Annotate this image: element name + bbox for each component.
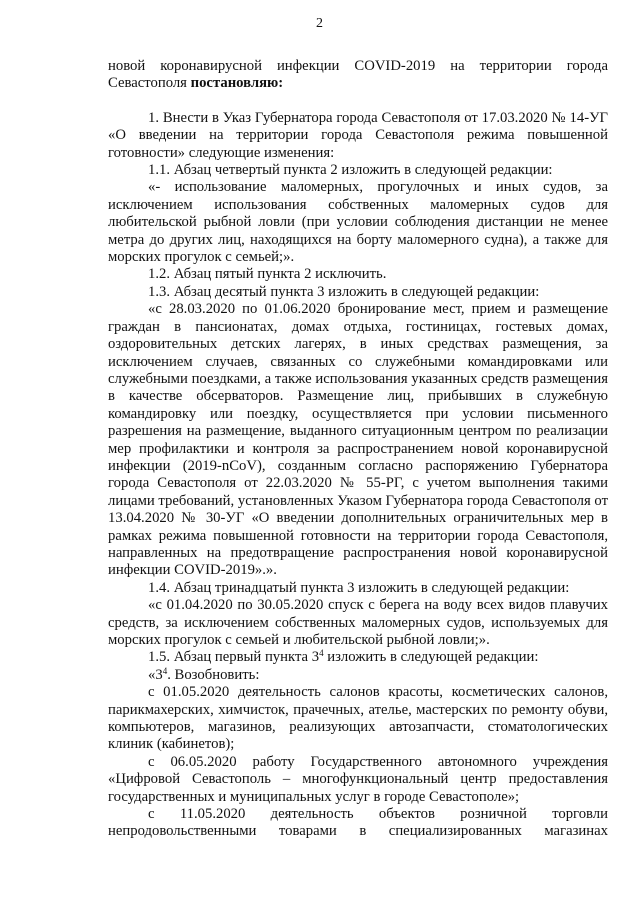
resume-item-beauty-salons: с 01.05.2020 деятельность салонов красоты, косметических салонов, парикмахерских, химчисток, прачечных, ателье, мастерских по ремонту обуви, компьютеров, магазинов, реализующих автозапчасти, стоматологических клиник (кабинетов); (108, 684, 608, 753)
intro-emphasis: постановляю: (190, 75, 284, 92)
paragraph-item-1-5 (108, 649, 608, 666)
paragraph-item-1: 1. Внести в Указ Губернатора города Севастополя от 17.03.2020 № 14-УГ «О введении на территории города Севастополя режима повышенной готовности» следующие изменения: (108, 109, 608, 161)
quote-start-superscript: 4 (162, 665, 168, 676)
quote-start-after: . Возобновить: (167, 666, 260, 683)
intro-paragraph (108, 58, 608, 93)
para-1-5-before: 1.5. Абзац первый пункта 3 (148, 649, 320, 666)
paragraph-item-1-1: 1.1. Абзац четвертый пункта 2 изложить в следующей редакции: (148, 162, 553, 179)
paragraph-item-1-3-quote: «с 28.03.2020 по 01.06.2020 бронирование мест, прием и размещение граждан в пансионатах, домах отдыха, гостиницах, гостевых домах, оздоровительных детских лагерях, в иных средствах размещения, за исключением случаев, связанных со служебными командировками или служебными поездками, а также использования указанных средств размещения в качестве обсерваторов. Размещение лиц, прибывших в служебную командировку или поездку, осуществляется при условии письменного разрешения на размещение, выданного ситуационным центром по реализации мер профилактики и контроля за распространением новой коронавирусной инфекции (2019-nCoV), созданным согласно распоряжению Губернатора города Севастополя от 22.03.2020 № 55-РГ, с учетом выполнения такими лицами требований, установленных Указом Губернатора города Севастополя от 13.04.2020 № 30-УГ «О введении дополнительных ограничительных мер в рамках режима повышенной готовности на территории города Севастополя, направленных на предотвращение распространения новой коронавирусной инфекции COVID-2019».». (108, 301, 608, 579)
paragraph-item-1-4-quote: «с 01.04.2020 по 30.05.2020 спуск с берега на воду всех видов плавучих средств, за исключением собственных маломерных судов, используемых для морских прогулок с семьей и любительской рыбной ловли;». (108, 597, 608, 648)
document-body (108, 58, 608, 841)
paragraph-item-1-1-quote: «- использование маломерных, прогулочных и иных судов, за исключением использования собственных маломерных судов для любительской рыбной ловли (при условии соблюдения дистанции не менее метра до других лиц, находящихся на борту маломерного судна), а также для морских прогулок с семьей;». (108, 179, 608, 266)
paragraph-item-1-4: 1.4. Абзац тринадцатый пункта 3 изложить в следующей редакции: (148, 579, 570, 596)
resume-item-retail: с 11.05.2020 деятельность объектов розничной торговли непродовольственными товарами в специализированных магазинах (108, 806, 608, 840)
quote-resume-heading (108, 667, 608, 684)
resume-item-mfc: с 06.05.2020 работу Государственного автономного учреждения «Цифровой Севастополь – многофункциональный центр предоставления государственных и муниципальных услуг в городе Севастополе»; (108, 753, 608, 805)
quote-start-before: «3 (148, 666, 163, 683)
page-number: 2 (316, 16, 323, 31)
paragraph-item-1-3: 1.3. Абзац десятый пункта 3 изложить в следующей редакции: (148, 283, 540, 300)
para-1-5-after: изложить в следующей редакции: (323, 649, 539, 666)
para-1-5-superscript: 4 (319, 648, 324, 659)
intro-text: новой коронавирусной инфекции COVID-2019 на территории города Севастополя (108, 58, 608, 92)
paragraph-item-1-2: 1.2. Абзац пятый пункта 2 исключить. (148, 266, 387, 283)
